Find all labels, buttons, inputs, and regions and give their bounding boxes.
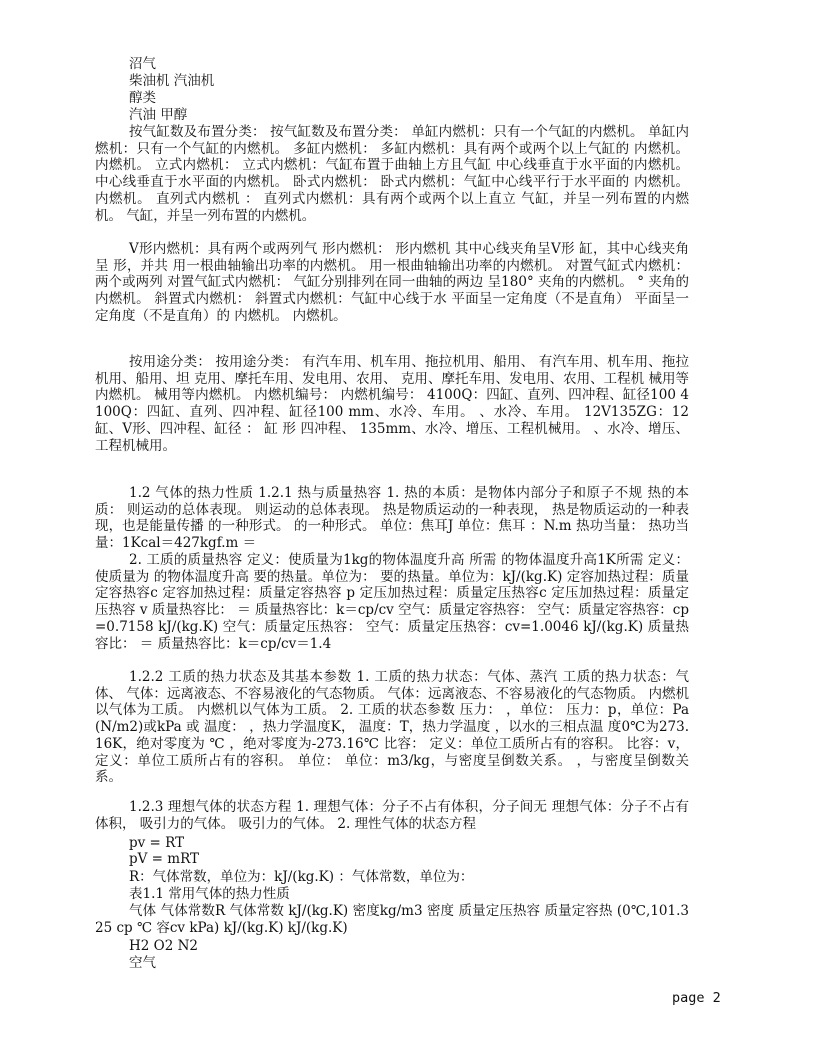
equation-pv-mrt: pV = mRT	[129, 851, 200, 867]
text-line-engines: 柴油机 汽油机	[129, 73, 215, 89]
table-caption: 表1.1 常用气体的热力性质	[129, 886, 290, 902]
equation-pv-rt: pv = RT	[129, 835, 185, 851]
paragraph-heat-properties: 1.2 气体的热力性质 1.2.1 热与质量热容 1. 热的本质：是物体内部分子和原子不规 热的本质： 则运动的总体表现。 则运动的总体表现。 热是物质运动的一种表现， 热是物质运动的一种表现，也是能量传播 的一种形式。 的一种形式。 单位：焦耳J 单位：焦耳 ：N.m 热功当量： 热功当量：1Kcal＝427kgf.m ＝	[95, 485, 689, 552]
paragraph-v-type-engines: V形内燃机：具有两个或两列气 形内燃机： 形内燃机 其中心线夹角呈V形 缸，其中心线夹角呈 形，并共 用一根曲轴输出功率的内燃机。 用一根曲轴输出功率的内燃机。 对置气缸式内燃机：两个或两列 对置气缸式内燃机： 气缸分别排列在同一曲轴的两边 呈180° 夹角的内燃机。 ° 夹角的内燃机。 斜置式内燃机： 斜置式内燃机：气缸中心线于水 平面呈一定角度（不是直角） 平面呈一定角度（不是直角）的 内燃机。 内燃机。	[95, 241, 689, 324]
paragraph-specific-heat: 2. 工质的质量热容 定义：使质量为1kg的物体温度升高 所需 的物体温度升高1K所需 定义：使质量为 的物体温度升高 要的热量。单位为： 要的热量。单位为：kJ/(kg.K) 定容加热过程：质量定容热容c 定容加热过程：质量定容热容 p 定压加热过程：质量定压热容c 定压加热过程：质量定压热容 v 质量热容比： ＝ 质量热容比：k＝cp/cv 空气：质量定容热容： 空气：质量定容热容：cp=0.7158 kJ/(kg.K) 空气：质量定压热容： 空气：质量定压热容：cv=1.0046 kJ/(kg.K) 质量热容比： ＝ 质量热容比：k＝cp/cv＝1.4	[95, 552, 689, 652]
paragraph-cylinder-arrangement: 按气缸数及布置分类： 按气缸数及布置分类： 单缸内燃机：只有一个气缸的内燃机。 单缸内燃机：只有一个气缸的内燃机。 多缸内燃机： 多缸内燃机：具有两个或两个以上气缸的 内燃机。 内燃机。 立式内燃机： 立式内燃机：气缸布置于曲轴上方且气缸 中心线垂直于水平面的内燃机。 中心线垂直于水平面的内燃机。 卧式内燃机： 卧式内燃机：气缸中心线平行于水平面的 内燃机。 内燃机。 直列式内燃机 ： 直列式内燃机：具有两个或两个以上直立 气缸，并呈一列布置的内燃机。 气缸，并呈一列布置的内燃机。	[95, 124, 689, 224]
paragraph-thermal-state: 1.2.2 工质的热力状态及其基本参数 1. 工质的热力状态：气体、蒸汽 工质的热力状态：气体、 气体：远离液态、不容易液化的气态物质。 气体：远离液态、不容易液化的气态物质。 内燃机以气体为工质。 内燃机以气体为工质。 2. 工质的状态参数 压力： ，单位： 压力：p，单位：Pa (N/m2)或kPa 或 温度： ，热力学温度K， 温度：T，热力学温度 ，以水的三相点温 度0℃为273.16K，绝对零度为 ℃ ，绝对零度为-273.16℃ 比容： 定义：单位工质所占有的容积。 比容：v，定义：单位工质所占有的容积。 单位： 单位：m3/kg，与密度呈倒数关系。 ，与密度呈倒数关系。	[95, 669, 689, 786]
text-line-biogas: 沼气	[129, 56, 156, 72]
text-line-fuels: 汽油 甲醇	[129, 107, 188, 123]
page-number: page 2	[672, 990, 721, 1006]
paragraph-ideal-gas: 1.2.3 理想气体的状态方程 1. 理想气体：分子不占有体积，分子间无 理想气体：分子不占有体积， 吸引力的气体。 吸引力的气体。 2. 理性气体的状态方程	[95, 799, 689, 832]
text-line-alcohols: 醇类	[129, 90, 156, 106]
table-gases-row: H2 O2 N2	[129, 938, 199, 954]
table-air-row: 空气	[129, 955, 156, 971]
text-gas-constant: R：气体常数，单位为：kJ/(kg.K) ：气体常数，单位为：	[129, 869, 474, 885]
table-header-text: 气体 气体常数R 气体常数 kJ/(kg.K) 密度kg/m3 密度 质量定压热容 质量定容热 (0℃,101.325 cp ℃ 容cv kPa) kJ/(kg.K) kJ/(kg.K)	[95, 903, 689, 936]
paragraph-usage-classification: 按用途分类： 按用途分类： 有汽车用、机车用、拖拉机用、船用、 有汽车用、机车用、拖拉机用、船用、坦 克用、摩托车用、发电用、农用、 克用、摩托车用、发电用、农用、工程机 械用等内燃机。 械用等内燃机。 内燃机编号： 内燃机编号： 4100Q：四缸、直列、四冲程、缸径100 4100Q：四缸、直列、四冲程、缸径100 mm、水冷、车用。 、水冷、车用。 12V135ZG：12缸、V形、四冲程、缸径 ： 缸 形 四冲程、 135mm、水冷、增压、工程机械用。 、水冷、增压、工程机械用。	[95, 354, 689, 454]
